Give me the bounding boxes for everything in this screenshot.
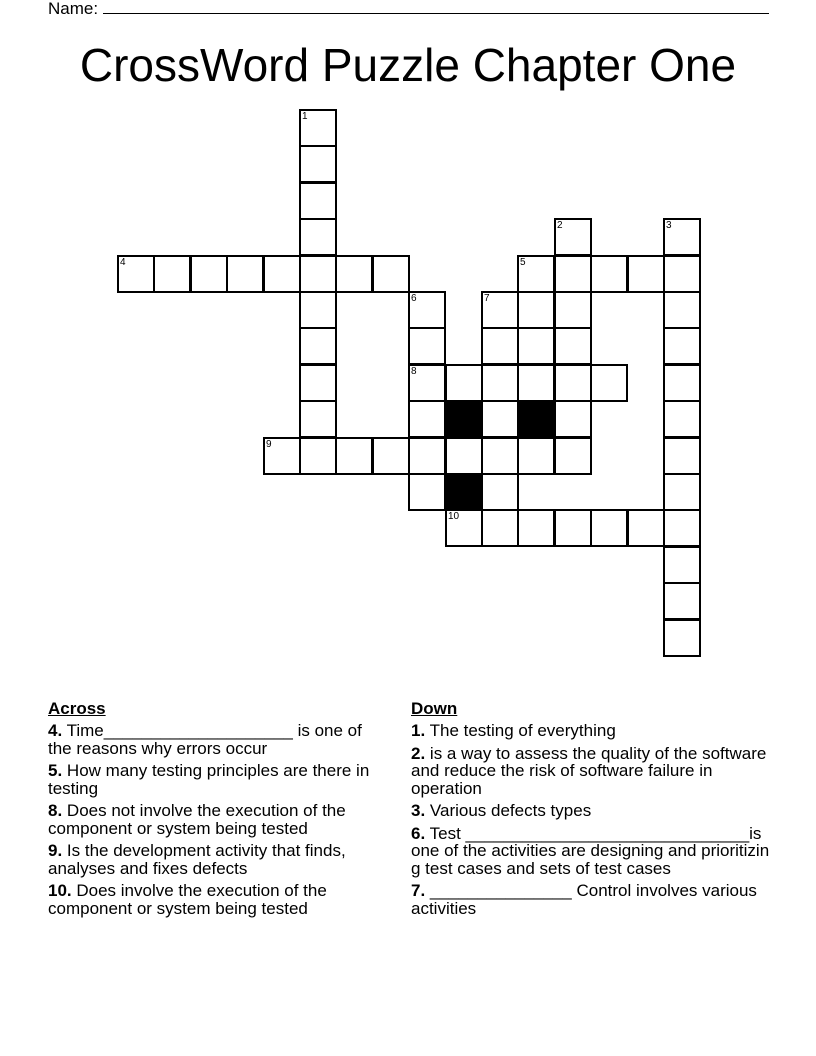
grid-cell[interactable]	[408, 291, 446, 329]
grid-cell[interactable]	[408, 437, 446, 475]
clue-down-7: 7. _______________ Control involves various activities	[411, 881, 757, 918]
grid-cell[interactable]	[481, 509, 519, 547]
grid-cell[interactable]	[445, 364, 483, 402]
grid-cell[interactable]	[554, 364, 592, 402]
grid-cell[interactable]	[335, 255, 373, 293]
grid-cell[interactable]	[299, 145, 337, 183]
grid-cell[interactable]	[517, 291, 555, 329]
blocked-cell	[445, 473, 483, 511]
clue-down-6: 6. Test ______________________________is one of the activities are designing and prioritizing test cases and sets of test cases	[411, 823, 770, 878]
grid-cell[interactable]	[663, 582, 701, 620]
grid-cell[interactable]	[481, 473, 519, 511]
clue-number: 3	[666, 220, 672, 231]
grid-cell[interactable]	[554, 509, 592, 547]
grid-cell[interactable]	[299, 437, 337, 475]
across-clues	[48, 700, 378, 922]
name-label: Name:	[48, 0, 99, 18]
clue-across-4: 4. Time____________________ is one of the reasons why errors occur	[48, 721, 362, 758]
clue-number: 10	[448, 511, 460, 522]
grid-cell[interactable]	[408, 400, 446, 438]
blocked-cell	[445, 400, 483, 438]
grid-cell[interactable]	[663, 546, 701, 584]
grid-cell[interactable]	[663, 327, 701, 365]
grid-cell[interactable]	[517, 509, 555, 547]
grid-cell[interactable]	[481, 364, 519, 402]
grid-cell[interactable]	[335, 437, 373, 475]
grid-cell[interactable]	[590, 255, 628, 293]
clue-number: 1	[302, 111, 308, 122]
grid-cell[interactable]	[481, 327, 519, 365]
grid-cell[interactable]	[554, 437, 592, 475]
clue-number: 8	[411, 366, 417, 377]
grid-cell[interactable]	[299, 327, 337, 365]
clue-down-3: 3. Various defects types	[411, 801, 592, 820]
grid-cell[interactable]	[481, 437, 519, 475]
grid-cell[interactable]	[517, 364, 555, 402]
grid-cell[interactable]	[554, 255, 592, 293]
grid-cell[interactable]	[408, 473, 446, 511]
grid-cell[interactable]	[554, 327, 592, 365]
clue-across-10: 10. Does involve the execution of the component or system being tested	[48, 881, 327, 918]
clue-number: 5	[520, 257, 526, 268]
grid-cell[interactable]	[554, 218, 592, 256]
clue-number: 6	[411, 293, 417, 304]
grid-cell[interactable]	[117, 255, 155, 293]
grid-cell[interactable]	[663, 400, 701, 438]
grid-cell[interactable]	[663, 364, 701, 402]
grid-cell[interactable]	[663, 218, 701, 256]
grid-cell[interactable]	[663, 437, 701, 475]
grid-cell[interactable]	[299, 109, 337, 147]
grid-cell[interactable]	[263, 255, 301, 293]
grid-cell[interactable]	[153, 255, 191, 293]
grid-cell[interactable]	[299, 182, 337, 220]
clue-across-9: 9. Is the development activity that finds, analyses and fixes defects	[48, 841, 346, 878]
clue-across-5: 5. How many testing principles are there in testing	[48, 761, 370, 798]
blocked-cell	[517, 400, 555, 438]
down-heading: Down	[411, 699, 458, 718]
grid-cell[interactable]	[663, 509, 701, 547]
grid-cell[interactable]	[554, 291, 592, 329]
grid-cell[interactable]	[663, 473, 701, 511]
clue-number: 4	[120, 257, 126, 268]
grid-cell[interactable]	[445, 437, 483, 475]
down-clues	[411, 700, 771, 922]
grid-cell[interactable]	[299, 218, 337, 256]
clue-number: 7	[484, 293, 490, 304]
grid-cell[interactable]	[445, 509, 483, 547]
grid-cell[interactable]	[408, 327, 446, 365]
grid-cell[interactable]	[372, 255, 410, 293]
grid-cell[interactable]	[590, 509, 628, 547]
grid-cell[interactable]	[517, 327, 555, 365]
grid-cell[interactable]	[627, 255, 665, 293]
clue-down-1: 1. The testing of everything	[411, 721, 616, 740]
clue-number: 2	[557, 220, 563, 231]
grid-cell[interactable]	[299, 255, 337, 293]
grid-cell[interactable]	[590, 364, 628, 402]
grid-cell[interactable]	[627, 509, 665, 547]
grid-cell[interactable]	[190, 255, 228, 293]
grid-cell[interactable]	[226, 255, 264, 293]
grid-cell[interactable]	[517, 437, 555, 475]
grid-cell[interactable]	[481, 291, 519, 329]
grid-cell[interactable]	[517, 255, 555, 293]
grid-cell[interactable]	[299, 291, 337, 329]
across-heading: Across	[48, 699, 106, 718]
grid-cell[interactable]	[481, 400, 519, 438]
grid-cell[interactable]	[372, 437, 410, 475]
grid-cell[interactable]	[663, 291, 701, 329]
grid-cell[interactable]	[663, 255, 701, 293]
grid-cell[interactable]	[554, 400, 592, 438]
clue-number: 9	[266, 439, 272, 450]
clue-across-8: 8. Does not involve the execution of the component or system being tested	[48, 801, 346, 838]
clue-down-2: 2. is a way to assess the quality of the software and reduce the risk of software failure in operation	[411, 743, 767, 798]
grid-cell[interactable]	[408, 364, 446, 402]
grid-cell[interactable]	[299, 400, 337, 438]
grid-cell[interactable]	[263, 437, 301, 475]
grid-cell[interactable]	[663, 619, 701, 657]
grid-cell[interactable]	[299, 364, 337, 402]
page-title: CrossWord Puzzle Chapter One	[79, 39, 737, 91]
